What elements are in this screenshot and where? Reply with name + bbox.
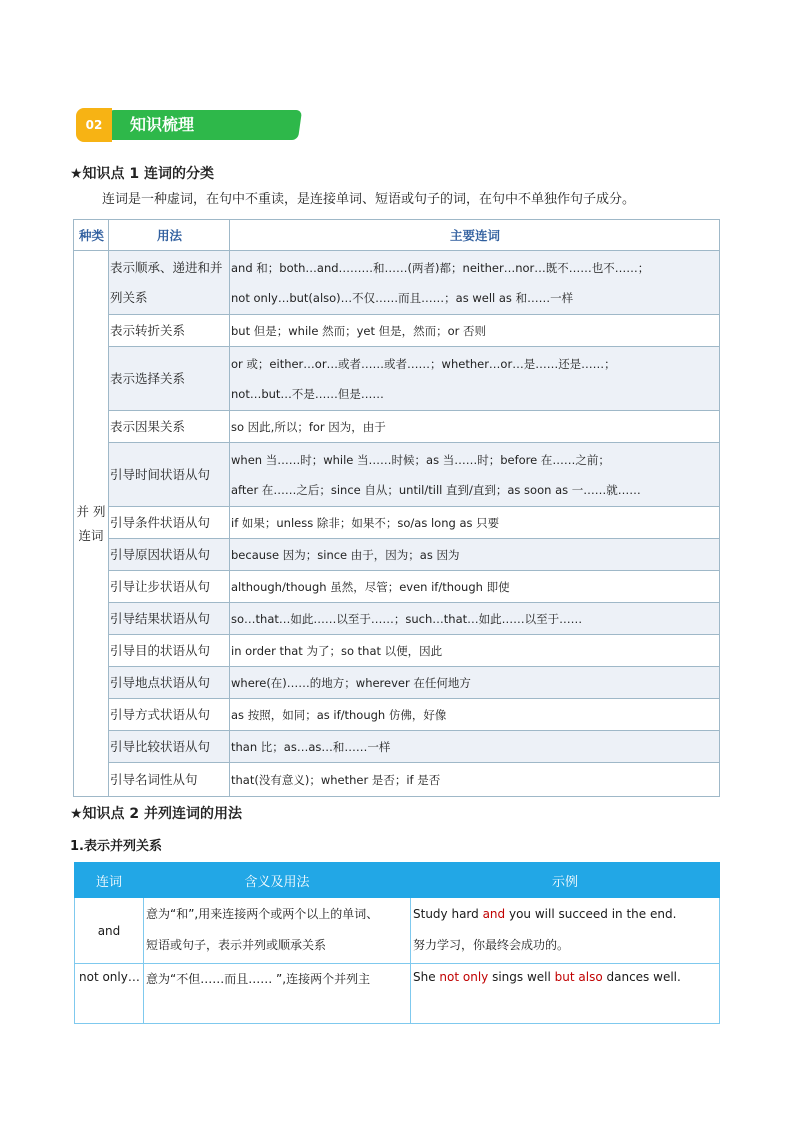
table-header-row	[74, 220, 720, 251]
conjunctions-cell	[230, 763, 720, 797]
usage-cell: 引导比较状语从句	[109, 731, 230, 763]
conjunction-line: not…but…不是……但是……	[231, 386, 384, 401]
table-row	[74, 251, 720, 315]
conjunctions-cell	[230, 603, 720, 635]
conjunctions-cell	[230, 731, 720, 763]
meaning-line: 短语或句子，表示并列或顺承关系	[146, 938, 327, 952]
table-row	[74, 763, 720, 797]
section-title: 知识梳理	[130, 115, 195, 134]
usage-cell: 引导时间状语从句	[109, 443, 230, 507]
usage-cell: 引导条件状语从句	[109, 507, 230, 539]
table-row	[74, 347, 720, 411]
table-header-row	[75, 863, 720, 898]
conjunctions-cell	[230, 507, 720, 539]
header-kind: 种类	[74, 220, 109, 251]
conjunction-line: or 或；either…or…或者……或者……；whether…or…是……还是……；	[231, 356, 616, 371]
usage-cell: 表示选择关系	[109, 347, 230, 411]
table-row	[75, 964, 720, 1024]
table-row	[74, 315, 720, 347]
word-cell: and	[75, 898, 144, 964]
section-badge	[76, 108, 228, 142]
conjunction-line: in order that 为了；so that 以便，因此	[231, 643, 443, 658]
usage-cell: 引导结果状语从句	[109, 603, 230, 635]
table-row	[74, 667, 720, 699]
conjunction-line: where(在)……的地方；wherever 在任何地方	[231, 675, 471, 690]
conjunction-line: when 当……时；while 当……时候；as 当……时；before 在……之前；	[231, 452, 610, 467]
conjunctions-cell	[230, 347, 720, 411]
conjunction-line: after 在……之后；since 自从；until/till 直到/直到；as soon as 一……就……	[231, 482, 641, 497]
conjunction-line: although/though 虽然，尽管；even if/though 即使	[231, 579, 510, 594]
conjunction-line: so…that…如此……以至于……；such…that…如此……以至于……	[231, 611, 583, 626]
kind-cell	[74, 251, 109, 797]
usage-cell: 引导地点状语从句	[109, 667, 230, 699]
conjunction-line: and 和；both…and………和……(两者)都；neither…nor…既不……也不……；	[231, 260, 650, 275]
example-text: dances well.	[602, 970, 681, 984]
highlight-conjunction: but also	[554, 970, 603, 984]
section-title-bar	[104, 110, 302, 140]
conjunctions-cell	[230, 315, 720, 347]
table-row	[74, 731, 720, 763]
conjunction-line: not only…but(also)…不仅……而且……；as well as 和……一样	[231, 290, 574, 305]
highlight-conjunction: not only	[439, 970, 489, 984]
usage-cell: 引导方式状语从句	[109, 699, 230, 731]
kind-label: 连词	[78, 527, 104, 543]
word-cell: not only…	[75, 964, 144, 1024]
example-text: She	[413, 970, 440, 984]
table-row	[74, 635, 720, 667]
highlight-conjunction: and	[482, 907, 506, 921]
header-main: 主要连词	[230, 220, 720, 251]
usage-cell: 引导目的状语从句	[109, 635, 230, 667]
usage-cell: 引导原因状语从句	[109, 539, 230, 571]
conjunction-line: that(没有意义)；whether 是否；if 是否	[231, 772, 441, 787]
conjunction-line: than 比；as…as…和……一样	[231, 739, 391, 754]
kp2-title-text: ★知识点 2 并列连词的用法	[70, 806, 243, 822]
conjunctions-cell	[230, 443, 720, 507]
kp2-subtitle: 1.表示并列关系	[70, 839, 162, 854]
table-row	[75, 898, 720, 964]
example-cell	[411, 964, 720, 1024]
conjunction-line: because 因为；since 由于，因为；as 因为	[231, 547, 460, 562]
table-row	[74, 539, 720, 571]
conjunctions-cell	[230, 251, 720, 315]
conjunction-classification-table	[73, 219, 720, 797]
conjunction-line: so 因此,所以；for 因为，由于	[231, 419, 386, 434]
conjunctions-cell	[230, 667, 720, 699]
kp1-title-text: ★知识点 1 连词的分类	[70, 166, 215, 182]
conjunctions-cell	[230, 411, 720, 443]
kp1-intro: 连词是一种虚词，在句中不重读，是连接单词、短语或句子的词，在句中不单独作句子成分。	[102, 192, 636, 207]
conjunctions-cell	[230, 539, 720, 571]
table-row	[74, 443, 720, 507]
table-row	[74, 411, 720, 443]
kp2-title	[70, 803, 242, 823]
header-meaning: 含义及用法	[144, 863, 411, 898]
section-number: 02	[76, 108, 112, 142]
example-text: Study hard	[413, 907, 483, 921]
example-text: you will succeed in the end.	[505, 907, 677, 921]
usage-cell: 表示因果关系	[109, 411, 230, 443]
example-cell	[411, 898, 720, 964]
table-row	[74, 507, 720, 539]
example-text: sings well	[488, 970, 555, 984]
usage-cell: 引导让步状语从句	[109, 571, 230, 603]
conjunction-line: if 如果；unless 除非；如果不；so/as long as 只要	[231, 515, 500, 530]
conjunction-line: but 但是；while 然而；yet 但是，然而；or 否则	[231, 323, 487, 338]
table-row	[74, 571, 720, 603]
kind-label: 并 列	[76, 503, 106, 519]
example-translation: 努力学习，你最终会成功的。	[413, 938, 570, 952]
conjunctions-cell	[230, 699, 720, 731]
usage-cell: 表示转折关系	[109, 315, 230, 347]
header-word: 连词	[75, 863, 144, 898]
usage-cell: 表示顺承、递进和并列关系	[109, 251, 230, 315]
header-example: 示例	[411, 863, 720, 898]
conjunctions-cell	[230, 635, 720, 667]
conjunction-line: as 按照，如同；as if/though 仿佛，好像	[231, 707, 447, 722]
meaning-line: 意为“和”,用来连接两个或两个以上的单词、	[146, 907, 379, 921]
conjunctions-cell	[230, 571, 720, 603]
meaning-cell	[144, 898, 411, 964]
coordinate-conjunction-table	[74, 862, 720, 1024]
meaning-cell: 意为“不但……而且…… ”,连接两个并列主	[144, 964, 411, 1024]
usage-cell: 引导名词性从句	[109, 763, 230, 797]
table-row	[74, 603, 720, 635]
table-row	[74, 699, 720, 731]
header-use: 用法	[109, 220, 230, 251]
kp1-title	[70, 163, 214, 183]
example-sentence	[413, 899, 718, 930]
